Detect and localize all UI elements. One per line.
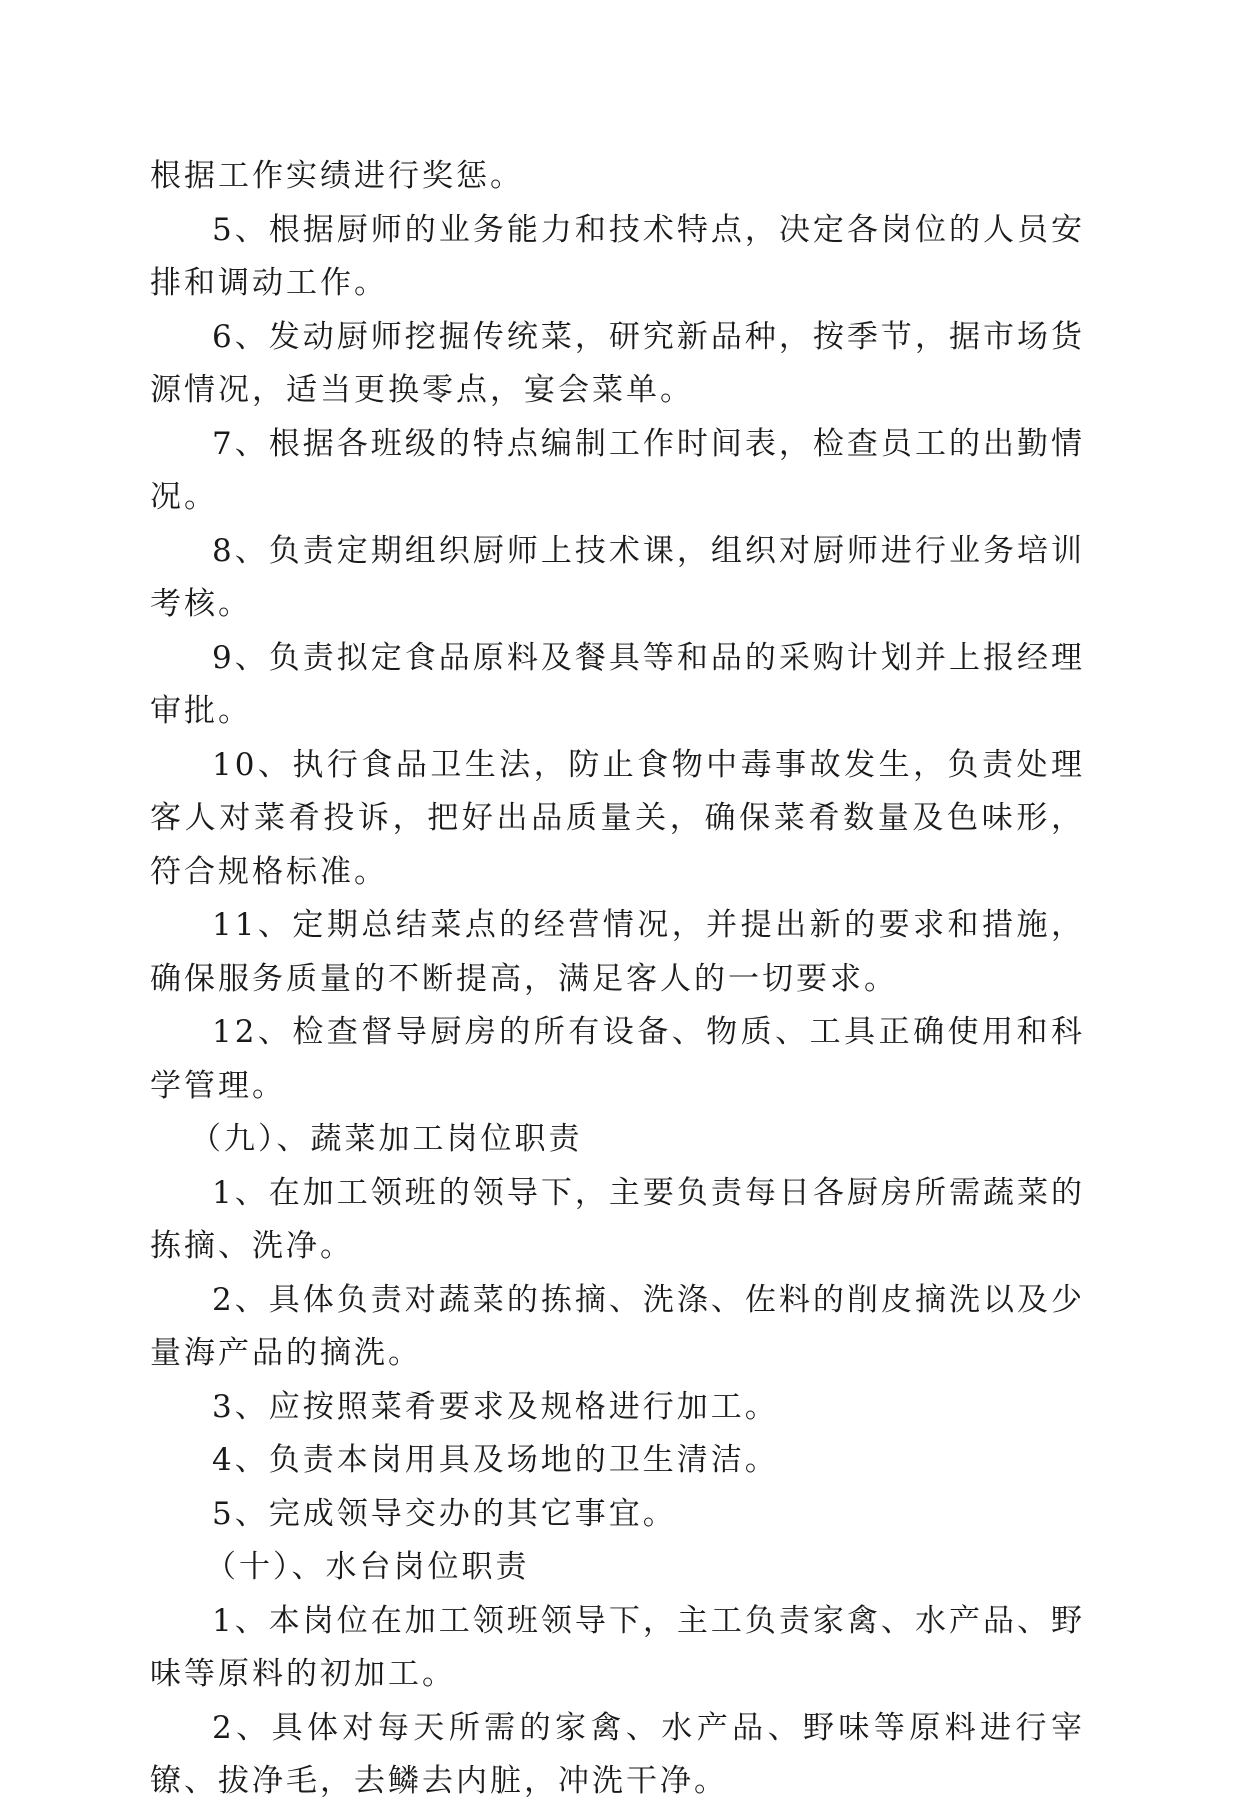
- paragraph-item: 7、根据各班级的特点编制工作时间表，检查员工的出勤情况。: [150, 425, 1085, 515]
- paragraph-item: 11、定期总结菜点的经营情况，并提出新的要求和措施，确保服务质量的不断提高，满足客人的一切要求。: [150, 907, 1085, 997]
- paragraph-item: 6、发动厨师挖掘传统菜，研究新品种，按季节，据市场货源情况，适当更换零点，宴会菜单。: [150, 318, 1085, 408]
- paragraph-item: 4、负责本岗用具及场地的卫生清洁。: [212, 1442, 779, 1478]
- paragraph-item: 9、负责拟定食品原料及餐具等和品的采购计划并上报经理审批。: [150, 639, 1085, 729]
- document-body: [150, 150, 1085, 1809]
- paragraph-continuation: 根据工作实绩进行奖惩。: [150, 158, 524, 194]
- paragraph-item: 8、负责定期组织厨师上技术课，组织对厨师进行业务培训考核。: [150, 532, 1085, 622]
- paragraph-item: 1、本岗位在加工领班领导下，主工负责家禽、水产品、野味等原料的初加工。: [150, 1602, 1085, 1692]
- paragraph-item: 2、具体负责对蔬菜的拣摘、洗涤、佐料的削皮摘洗以及少量海产品的摘洗。: [150, 1281, 1085, 1371]
- paragraph-item: 5、完成领导交办的其它事宜。: [212, 1495, 677, 1532]
- paragraph-item: 3、应按照菜肴要求及规格进行加工。: [212, 1388, 779, 1425]
- paragraph-item: 12、检查督导厨房的所有设备、物质、工具正确使用和科学管理。: [150, 1014, 1085, 1104]
- paragraph-item: 5、根据厨师的业务能力和技术特点，决定各岗位的人员安排和调动工作。: [150, 211, 1085, 301]
- paragraph-item: 10、执行食品卫生法，防止食物中毒事故发生，负责处理客人对菜肴投诉，把好出品质量关，确保菜肴数量及色味形，符合规格标准。: [150, 746, 1085, 890]
- paragraph-item: 2、具体对每天所需的家禽、水产品、野味等原料进行宰镣、拔净毛，去鳞去内脏，冲洗干净。: [150, 1709, 1085, 1799]
- section-heading: （九）、蔬菜加工岗位职责: [190, 1121, 583, 1157]
- paragraph-item: 1、在加工领班的领导下，主要负责每日各厨房所需蔬菜的拣摘、洗净。: [150, 1174, 1085, 1264]
- section-heading: （十）、水台岗位职责: [205, 1549, 530, 1585]
